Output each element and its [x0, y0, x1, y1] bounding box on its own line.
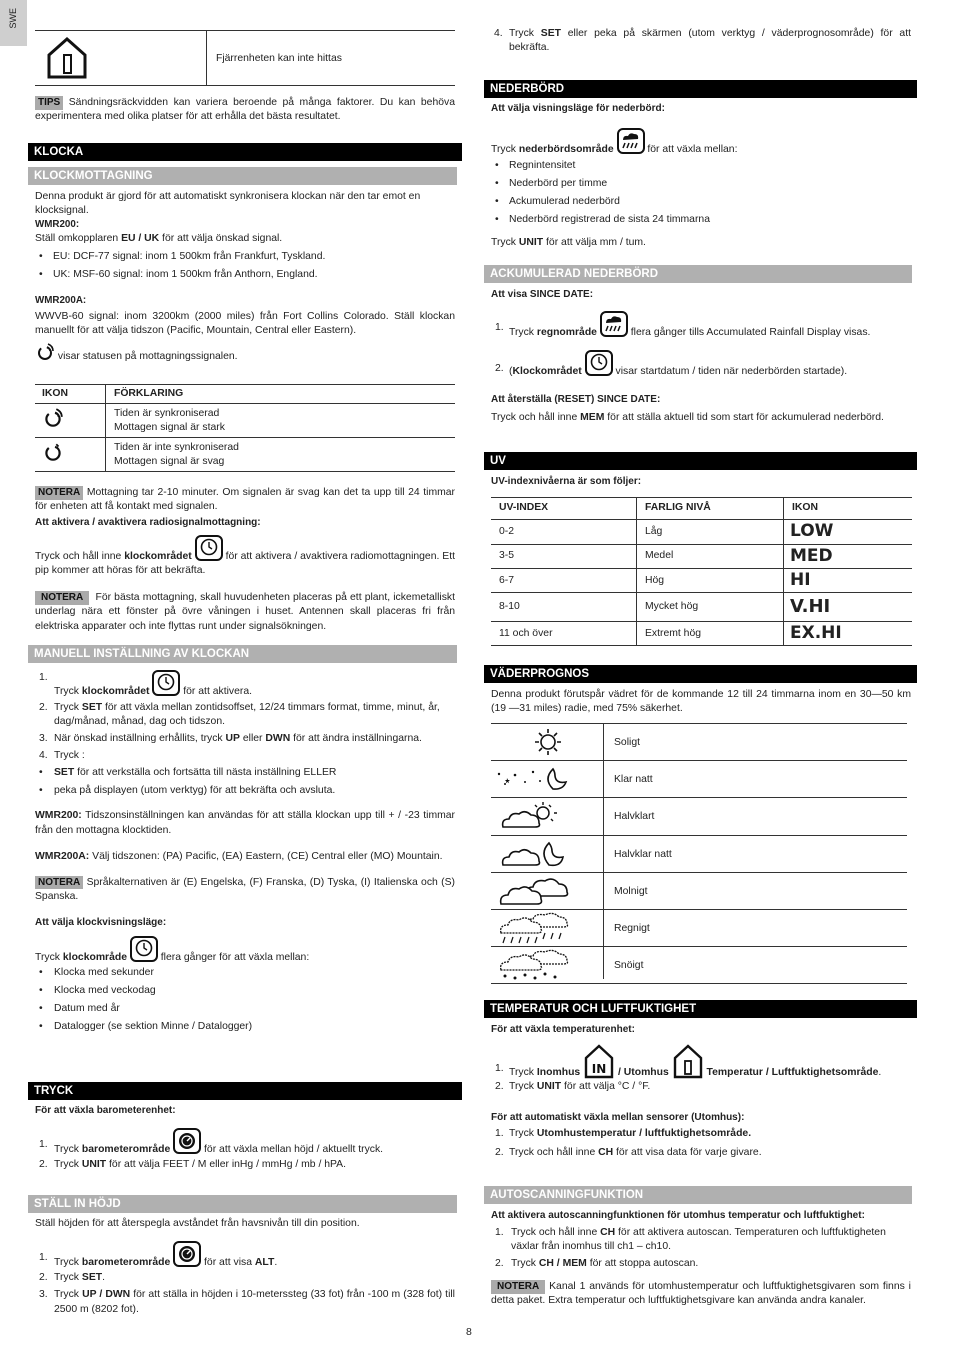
- notera-3: NOTERA Språkalternativen är (E) Engelska, (F) Franska, (D) Tyska, (I) Italienska och (S) Spanska.: [35, 876, 455, 903]
- list-item: 3. När önskad inställning erhållits, tryck UP eller DWN för att ändra inställningarna.: [39, 732, 422, 744]
- barometer-icon: [173, 1128, 201, 1154]
- list-item: 2. Tryck CH / MEM för att stoppa autoscan.: [495, 1257, 699, 1269]
- list-item: 2. (Klockområdet visar startdatum / tiden när nederbörden startade).: [491, 350, 911, 379]
- prog-text: Denna produkt förutspår vädret för de kommande 12 till 24 timmarna inom en 30—50 km (19 —31 miles) radie, med 75% säkerhet.: [491, 689, 911, 715]
- house-icon: [45, 35, 89, 81]
- radio-text: Tryck och håll inne klockområdet för att aktivera / avaktivera radiomottagningen. Ett pip kommer att höras för att bekräfta.: [35, 535, 455, 577]
- table-row: 6-7 Hög HI: [491, 569, 912, 593]
- snow-icon: [499, 948, 571, 982]
- list-item: 2. Tryck SET för att växla mellan zontidsoffset, 12/24 timmars format, timme, minut, år, dag/månad, månad, dag och tidszon.: [39, 701, 440, 727]
- partly-night-icon: [499, 839, 571, 871]
- sensor-title: För att automatiskt växla mellan sensorer (Utomhus):: [491, 1111, 745, 1123]
- table-row: 3-5 Medel MED: [491, 545, 912, 569]
- rain-area-icon: [617, 128, 645, 154]
- outdoor-icon: [672, 1043, 704, 1079]
- list-item: 4. Tryck :: [39, 750, 85, 762]
- table-header: UV-INDEX: [499, 502, 549, 514]
- list-item: • Klocka med sekunder: [39, 966, 154, 978]
- notera-label: NOTERA: [35, 486, 83, 500]
- rain-area-icon: [600, 311, 628, 337]
- signal-weak-icon: [42, 441, 64, 463]
- section-vaderprognos: VÄDERPROGNOS: [484, 665, 917, 683]
- nederbord-text: Tryck nederbördsområde för att växla mellan:: [491, 128, 911, 157]
- table-row: 11 och över Extremt hög EX.HI: [491, 622, 912, 646]
- section-ackumulerad: ACKUMULERAD NEDERBÖRD: [484, 265, 912, 283]
- language-tab: SWE: [0, 0, 27, 46]
- table-header: FÖRKLARING: [114, 388, 184, 399]
- list-item: 2. Tryck och håll inne CH för att visa data för varje givare.: [495, 1146, 762, 1158]
- list-item: • Datalogger (se sektion Minne / Datalogger): [39, 1021, 253, 1033]
- table-header: IKON: [784, 498, 913, 520]
- signal-strong-icon: [42, 407, 64, 429]
- uv-vhi-icon: V.HI: [784, 593, 913, 622]
- list-item: • Regnintensitet: [495, 159, 576, 171]
- nederbord-title: Att välja visningsläge för nederbörd:: [491, 103, 665, 114]
- signal-icon-table: [35, 384, 455, 472]
- list-item: 3. Tryck UP / DWN för att ställa in höjden i 10-meterssteg (33 fot) från -100 m (328 fot) till 2500 m (8202 fot).: [39, 1289, 455, 1315]
- list-item: 1. Tryck klockområdet för att aktivera.: [39, 672, 252, 697]
- auto-title: Att aktivera autoscanningfunktionen för utomhus temperatur och luftfuktighet:: [491, 1210, 865, 1221]
- list-item: 1. Tryck Utomhustemperatur / luftfuktighetsområde.: [495, 1128, 752, 1140]
- clock-icon: [152, 670, 180, 696]
- list-item: 4. Tryck SET eller peka på skärmen (utom verktyg / väderprognosområde) för att bekräfta.: [494, 28, 911, 54]
- notera-1: NOTERA Mottagning tar 2-10 minuter. Om signalen är svag kan det ta upp till 24 timmar för enheten att få kontakt med signalen.: [35, 487, 456, 513]
- unit-text: Tryck UNIT för att välja mm / tum.: [491, 237, 646, 249]
- clock-intro: Denna produkt är gjord för att automatiskt synkronisera klockan när den tar emot en klocksignal.: [35, 191, 421, 217]
- table-row: 0-2 Låg LOW: [491, 520, 912, 545]
- clock-icon: [585, 350, 613, 376]
- table-header: FARLIG NIVÅ: [637, 498, 784, 520]
- table-row: Tiden är synkroniserad Mottagen signal är stark: [35, 404, 455, 438]
- tryck-title: För att växla barometerenhet:: [35, 1105, 176, 1116]
- page-number: 8: [466, 1326, 472, 1338]
- table-row: Molnigt: [491, 873, 907, 910]
- list-item: • peka på displayen (utom verktyg) för att bekräfta och avsluta.: [39, 785, 336, 797]
- list-item: 2. Tryck SET.: [39, 1272, 106, 1284]
- table-row: Klar natt: [491, 761, 907, 798]
- clear-night-icon: [493, 764, 601, 794]
- list-item: • Klocka med veckodag: [39, 985, 156, 997]
- wmr200a-title: WMR200A:: [35, 295, 87, 307]
- section-manuell: MANUELL INSTÄLLNING AV KLOCKAN: [28, 645, 457, 663]
- reset-text: Tryck och håll inne MEM för att ställa aktuell tid som start för ackumulerad nederbörd.: [491, 412, 884, 424]
- uv-table: [491, 497, 912, 646]
- notera-auto: NOTERA Kanal 1 används för utomhustemperatur och luftfuktighetsgivaren som finns i detta paket. Extra temperatur och luftfuktighetsgivare kan använda andra kanaler.: [491, 1281, 911, 1307]
- visning-text: Tryck klockområde flera gånger för att växla mellan:: [35, 936, 455, 965]
- table-header: IKON: [35, 385, 106, 404]
- list-item: 2. Tryck UNIT för att välja FEET / M eller inHg / mmHg / mb / hPA.: [39, 1158, 346, 1170]
- table-row: Snöigt: [491, 947, 907, 984]
- uv-hi-icon: HI: [784, 569, 913, 593]
- section-hojd: STÄLL IN HÖJD: [28, 1195, 457, 1213]
- wmr200a-timezone: WMR200A: Välj tidszonen: (PA) Pacific, (EA) Eastern, (CE) Central eller (MO) Mountain.: [35, 850, 443, 862]
- table-row: 8-10 Mycket hög V.HI: [491, 593, 912, 622]
- section-klocka: KLOCKA: [28, 143, 462, 161]
- list-item: • EU: DCF-77 signal: inom 1 500km från Frankfurt, Tyskland.: [39, 250, 326, 262]
- clock-icon: [130, 936, 158, 962]
- wmr200a-text: WWVB-60 signal: inom 3200km (2000 miles) från Fort Collins Colorado. Ställ klockan manuellt för att välja tidszon (Pacific, Mountain, Central eller Eastern).: [35, 311, 455, 337]
- table-row: Halvklart: [491, 798, 907, 836]
- uv-title: UV-indexnivåerna är som följer:: [491, 476, 642, 487]
- list-item: • SET för att verkställa och fortsätta till nästa inställning ELLER: [39, 767, 337, 779]
- reset-title: Att återställa (RESET) SINCE DATE:: [491, 393, 661, 405]
- table-row: Tiden är inte synkroniserad Mottagen signal är svag: [35, 438, 455, 472]
- indoor-icon: [583, 1043, 615, 1079]
- section-tryck: TRYCK: [28, 1082, 462, 1100]
- signal-icon: [35, 342, 55, 362]
- table-row: Regnigt: [491, 910, 907, 947]
- radio-title: Att aktivera / avaktivera radiosignalmottagning:: [35, 517, 261, 529]
- weather-table: [491, 723, 907, 984]
- list-item: 1. Tryck regnområde flera gånger tills Accumulated Rainfall Display visas.: [491, 311, 911, 340]
- list-item: • UK: MSF-60 signal: inom 1 500km från Anthorn, England.: [39, 268, 318, 280]
- uv-exhi-icon: EX.HI: [784, 622, 913, 646]
- notera-2: NOTERA För bästa mottagning, skall huvudenheten placeras på ett plant, ickemetalliskt underlag nära ett fönster på övre våningen i huset. Antennen skall placeras fri från elektriska apparater och inte flyttas runt under signalsökningen.: [35, 592, 455, 632]
- list-item: 2. Tryck UNIT för att välja °C / °F.: [495, 1080, 651, 1092]
- list-item: 1. Tryck och håll inne CH för att aktivera autoscan. Temperaturen och luftfuktigheten växlar från inomhus till ch1 – ch10.: [495, 1226, 886, 1252]
- tips-text: Sändningsräckvidden kan variera beroende på många faktorer. Du kan behöva experimentera med olika platser för att erhålla det bästa resultatet.: [35, 97, 455, 123]
- list-item: • Datum med år: [39, 1003, 120, 1015]
- table-row: Halvklar natt: [491, 836, 907, 873]
- temp-title: För att växla temperaturenhet:: [491, 1024, 635, 1035]
- cloudy-icon: [499, 874, 571, 908]
- left-column: [35, 30, 455, 124]
- clock-icon: [195, 535, 223, 561]
- list-item: • Ackumulerad nederbörd: [495, 196, 620, 208]
- visning-title: Att välja klockvisningsläge:: [35, 917, 167, 929]
- wmr200-title: WMR200:: [35, 219, 80, 231]
- rain-icon: [499, 911, 571, 945]
- hojd-text: Ställ höjden för att återspegla avståndet från havsnivån till din position.: [35, 1218, 360, 1229]
- wmr200-timezone: WMR200: Tidszonsinställningen kan användas för att ställa klockan upp till + / -23 timmar från den mottagna klocktiden.: [35, 810, 455, 836]
- section-nederbord: NEDERBÖRD: [484, 80, 917, 98]
- list-item: 1. Tryck barometerområde för att visa ALT.: [35, 1241, 455, 1270]
- uv-med-icon: MED: [784, 545, 913, 569]
- list-item: 1. Tryck barometerområde för att växla mellan höjd / aktuellt tryck.: [35, 1128, 455, 1157]
- remote-not-found-table: [35, 30, 455, 86]
- list-item: • Nederbörd registrerad de sista 24 timmarna: [495, 214, 710, 226]
- sun-icon: [529, 727, 567, 757]
- section-temperatur: TEMPERATUR OCH LUFTFUKTIGHET: [484, 1000, 917, 1018]
- list-item: 1. Tryck Inomhus IN / Utomhus Temperatur / Luftfuktighetsområde.: [491, 1043, 911, 1080]
- section-autoscanning: AUTOSCANNINGFUNKTION: [484, 1186, 912, 1204]
- section-uv: UV: [484, 452, 917, 470]
- list-item: • Nederbörd per timme: [495, 177, 608, 189]
- svg-text:IN: IN: [591, 1061, 607, 1076]
- wmr200-text: Ställ omkopplaren EU / UK för att välja önskad signal.: [35, 232, 283, 244]
- remote-not-found-text: Fjärrenheten kan inte hittas: [216, 53, 342, 64]
- since-title: Att visa SINCE DATE:: [491, 289, 594, 300]
- uv-low-icon: LOW: [784, 520, 913, 545]
- table-row: Soligt: [491, 724, 907, 761]
- section-klockmottagning: KLOCKMOTTAGNING: [28, 167, 457, 185]
- partly-sunny-icon: [499, 801, 571, 833]
- tips-label: TIPS: [35, 96, 63, 110]
- barometer-icon: [173, 1241, 201, 1267]
- tips-paragraph: [35, 96, 455, 124]
- signal-status-text: visar statusen på mottagningssignalen.: [35, 342, 455, 364]
